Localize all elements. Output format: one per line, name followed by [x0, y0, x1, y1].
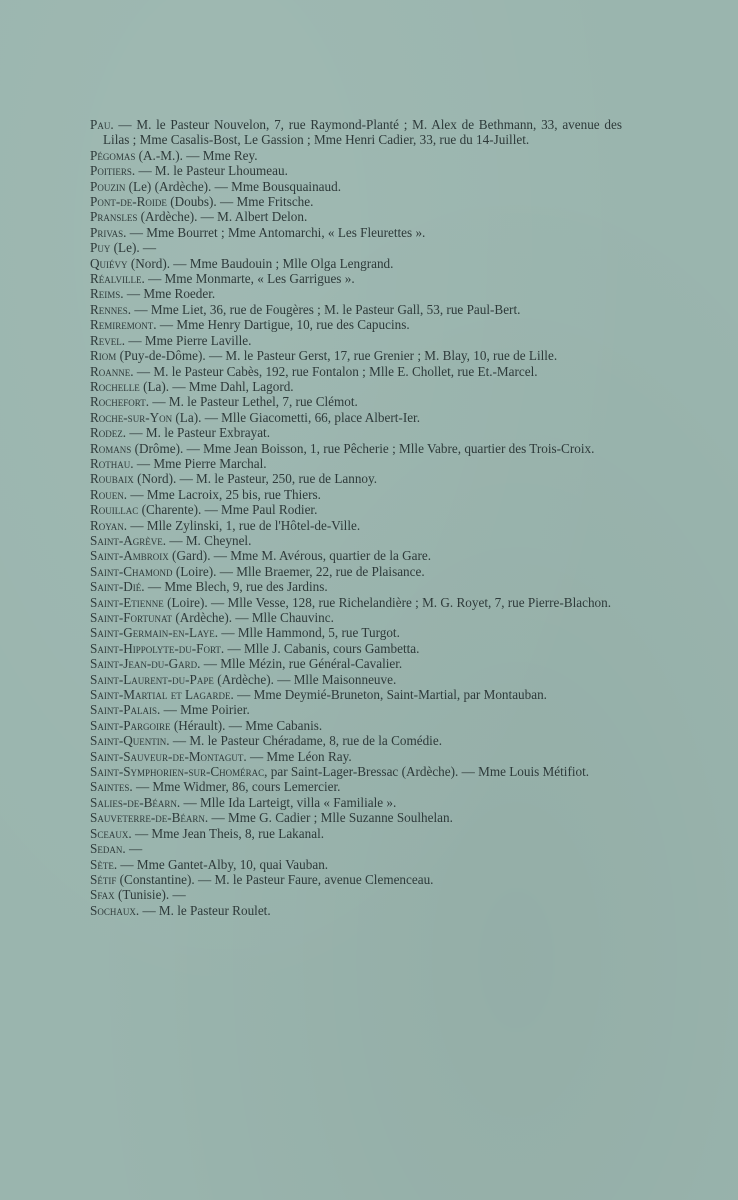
place-name: Réalville. — [90, 271, 145, 287]
place-name: Puy — [90, 240, 111, 256]
place-name: Rothau. — [90, 455, 134, 471]
list-item — [90, 857, 622, 872]
entry-details: (Ardèche). — Mlle Chauvinc. — [172, 610, 334, 625]
entry-details: — M. le Pasteur Cabès, 192, rue Fontalon ; Mlle E. Chollet, rue Et.-Marcel. — [133, 363, 538, 379]
entry-details: — Mlle Ida Larteigt, villa « Familiale ». — [180, 794, 397, 810]
place-name: Sète. — [90, 856, 118, 872]
place-name: Rouillac — [90, 502, 139, 518]
place-name: Saint-Etienne — [90, 594, 164, 610]
entry-details: — Mme Roeder. — [123, 286, 216, 302]
list-item — [90, 518, 622, 533]
list-item — [90, 163, 622, 178]
list-item — [90, 286, 622, 301]
list-item — [90, 548, 622, 563]
place-name: Saint-Sauveur-de-Montagut. — [90, 748, 247, 764]
list-item — [90, 810, 622, 825]
entry-details: — Mme Deymié-Bruneton, Saint-Martial, par Montauban. — [233, 687, 547, 703]
entry-details: — Mme Lacroix, 25 bis, rue Thiers. — [127, 486, 321, 502]
list-item — [90, 826, 622, 841]
place-name: Saint-Fortunat — [90, 610, 173, 625]
list-item — [90, 749, 622, 764]
list-item — [90, 625, 622, 640]
place-name: Sétif — [90, 871, 117, 887]
place-name: Sfax — [90, 887, 115, 903]
entry-details: — — [125, 841, 143, 857]
entry-details: (Hérault). — Mme Cabanis. — [170, 717, 323, 733]
place-name: Sochaux. — [90, 902, 140, 918]
place-name: Saint-Laurent-du-Pape — [90, 671, 214, 687]
list-item — [90, 179, 622, 194]
entry-details: — M. le Pasteur Exbrayat. — [126, 425, 271, 441]
entry-details: (Drôme). — Mme Jean Boisson, 1, rue Pêcherie ; Mlle Vabre, quartier des Trois-Croix. — [131, 440, 595, 456]
place-name: Rodez. — [90, 425, 127, 441]
list-item — [90, 764, 622, 779]
entry-details: (Le). — — [110, 240, 157, 256]
entry-details: (Doubs). — Mme Fritsche. — [166, 194, 314, 210]
place-name: Saint-Chamond — [90, 563, 173, 579]
place-name: Privas. — [90, 224, 127, 240]
list-item — [90, 348, 622, 363]
entry-details: — Mme Jean Theis, 8, rue Lakanal. — [131, 825, 325, 841]
list-item — [90, 240, 622, 255]
place-name: Poitiers. — [90, 163, 136, 179]
entry-details: — Mme G. Cadier ; Mlle Suzanne Soulhelan. — [208, 810, 453, 826]
list-item — [90, 456, 622, 471]
entry-details: — Mme Léon Ray. — [246, 748, 352, 764]
place-name: Roche-sur-Yon — [90, 409, 173, 425]
entry-details: — M. le Pasteur Chéradame, 8, rue de la Comédie. — [169, 733, 442, 749]
entry-details: — M. le Pasteur Roulet. — [139, 902, 271, 918]
list-item — [90, 687, 622, 702]
list-item — [90, 595, 622, 610]
list-item — [90, 641, 622, 656]
address-list — [90, 117, 622, 918]
place-name: Roanne. — [90, 363, 134, 379]
place-name: Saint-Palais. — [90, 702, 161, 718]
entry-details: — M. Cheynel. — [166, 532, 252, 548]
list-item — [90, 502, 622, 517]
place-name: Royan. — [90, 517, 128, 533]
place-name: Saint-Agrève. — [90, 532, 167, 548]
entry-details: (A.-M.). — Mme Rey. — [135, 147, 258, 163]
place-name: Rennes. — [90, 301, 132, 317]
list-item — [90, 394, 622, 409]
entry-details: — M. le Pasteur Lhoumeau. — [135, 163, 288, 179]
list-item — [90, 672, 622, 687]
entry-details: — Mme Bourret ; Mme Antomarchi, « Les Fleurettes ». — [126, 224, 426, 240]
entry-details: (Loire). — Mlle Vesse, 128, rue Richelandière ; M. G. Royet, 7, rue Pierre-Blachon. — [163, 594, 612, 610]
list-item — [90, 441, 622, 456]
list-item — [90, 209, 622, 224]
list-item — [90, 779, 622, 794]
list-item — [90, 733, 622, 748]
entry-details: (Charente). — Mme Paul Rodier. — [138, 502, 318, 518]
place-name: Pouzin — [90, 178, 126, 194]
place-name: Sedan. — [90, 841, 126, 857]
place-name: Saint-Germain-en-Laye. — [90, 625, 219, 641]
place-name: Sauveterre-de-Béarn. — [90, 810, 209, 826]
entry-details: — Mme Pierre Marchal. — [133, 455, 267, 471]
place-name: Sceaux. — [90, 825, 132, 841]
list-item — [90, 579, 622, 594]
entry-details: (Tunisie). — — [114, 887, 186, 903]
place-name: Pégomas — [90, 147, 136, 163]
place-name: Pont-de-Roide — [90, 194, 167, 210]
entry-details: par Saint-Lager-Bressac (Ardèche). — Mme Louis Métifiot. — [267, 764, 590, 780]
list-item — [90, 887, 622, 902]
entry-details: (La). — Mlle Giacometti, 66, place Albert-Ier. — [172, 409, 421, 425]
entry-details: (Ardèche). — Mlle Maisonneuve. — [213, 671, 397, 687]
entry-details: — Mme Poirier. — [160, 702, 250, 718]
list-item — [90, 841, 622, 856]
place-name: Saint-Pargoire — [90, 717, 171, 733]
entry-details: — Mme Pierre Laville. — [125, 332, 252, 348]
list-item — [90, 564, 622, 579]
entry-details: (Ardèche). — M. Albert Delon. — [137, 209, 308, 225]
place-name: Rochelle — [90, 378, 140, 394]
place-name: Riom — [90, 348, 117, 364]
list-item — [90, 533, 622, 548]
place-name: Saint-Dié. — [90, 579, 145, 595]
entry-details: (Loire). — Mlle Braemer, 22, rue de Plaisance. — [172, 563, 425, 579]
list-item — [90, 194, 622, 209]
list-item — [90, 487, 622, 502]
entry-details: — Mme Widmer, 86, cours Lemercier. — [132, 779, 341, 795]
place-name: Saintes. — [90, 779, 133, 795]
list-item — [90, 302, 622, 317]
entry-details: — Mlle Mézin, rue Général-Cavalier. — [200, 656, 403, 672]
place-name: Reims. — [90, 286, 124, 302]
list-item — [90, 718, 622, 733]
list-item — [90, 795, 622, 810]
list-item — [90, 256, 622, 271]
place-name: Remiremont. — [90, 317, 157, 333]
place-name: Revel. — [90, 332, 126, 348]
entry-details: — Mme Blech, 9, rue des Jardins. — [144, 579, 328, 595]
place-name: Rouen. — [90, 486, 128, 502]
place-name: Saint-Hippolyte-du-Fort. — [90, 640, 225, 656]
place-name: Saint-Ambroix — [90, 548, 169, 564]
list-item — [90, 903, 622, 918]
list-item — [90, 117, 622, 148]
place-name: Roubaix — [90, 471, 134, 487]
list-item — [90, 271, 622, 286]
list-item — [90, 410, 622, 425]
place-name: Pransles — [90, 209, 138, 225]
entry-details: (Puy-de-Dôme). — M. le Pasteur Gerst, 17, rue Grenier ; M. Blay, 10, rue de Lille. — [116, 348, 558, 364]
place-name: Pau. — [90, 117, 114, 132]
entry-details: — Mlle Zylinski, 1, rue de l'Hôtel-de-Ville. — [127, 517, 361, 533]
list-item — [90, 702, 622, 717]
list-item — [90, 317, 622, 332]
place-name: Salies-de-Béarn. — [90, 794, 181, 810]
list-item — [90, 148, 622, 163]
list-item — [90, 872, 622, 887]
place-name: Saint-Martial et Lagarde. — [90, 687, 234, 703]
list-item — [90, 471, 622, 486]
entry-details: (Nord). — Mme Baudouin ; Mlle Olga Lengrand. — [127, 255, 394, 271]
place-name: Saint-Jean-du-Gard. — [90, 656, 201, 672]
place-name: Quiévy — [90, 255, 128, 271]
entry-details: — Mme Gantet-Alby, 10, quai Vauban. — [117, 856, 329, 872]
entry-details: — Mme Henry Dartigue, 10, rue des Capucins. — [156, 317, 410, 333]
place-name: Saint-Quentin. — [90, 733, 170, 749]
entry-details: — Mlle J. Cabanis, cours Gambetta. — [224, 640, 420, 656]
entry-details: (Constantine). — M. le Pasteur Faure, avenue Clemenceau. — [116, 871, 434, 887]
entry-details: — Mme Liet, 36, rue de Fougères ; M. le Pasteur Gall, 53, rue Paul-Bert. — [131, 301, 521, 317]
list-item — [90, 225, 622, 240]
entry-details: — M. le Pasteur Lethel, 7, rue Clémot. — [149, 394, 358, 410]
list-item — [90, 656, 622, 671]
list-item — [90, 364, 622, 379]
entry-details: (Nord). — M. le Pasteur, 250, rue de Lannoy. — [133, 471, 378, 487]
list-item — [90, 333, 622, 348]
place-name: Rochefort. — [90, 394, 150, 410]
entry-details: (Gard). — Mme M. Avérous, quartier de la Gare. — [168, 548, 432, 564]
place-name: Romans — [90, 440, 132, 456]
entry-details: — Mme Monmarte, « Les Garrigues ». — [144, 271, 355, 287]
list-item — [90, 379, 622, 394]
entry-details: — M. le Pasteur Nouvelon, 7, rue Raymond-Planté ; M. Alex de Bethmann, 33, avenue des Lilas ; Mme Casalis-Bost, Le Gassion ; Mme Henri Cadier, 33, rue du 14-Juillet. — [103, 117, 622, 148]
entry-details: — Mlle Hammond, 5, rue Turgot. — [218, 625, 400, 641]
entry-details: (La). — Mme Dahl, Lagord. — [139, 378, 294, 394]
place-name: Saint-Symphorien-sur-Chomérac, — [90, 764, 268, 780]
entry-details: (Le) (Ardèche). — Mme Bousquainaud. — [125, 178, 342, 194]
list-item — [90, 425, 622, 440]
list-item — [90, 610, 622, 625]
